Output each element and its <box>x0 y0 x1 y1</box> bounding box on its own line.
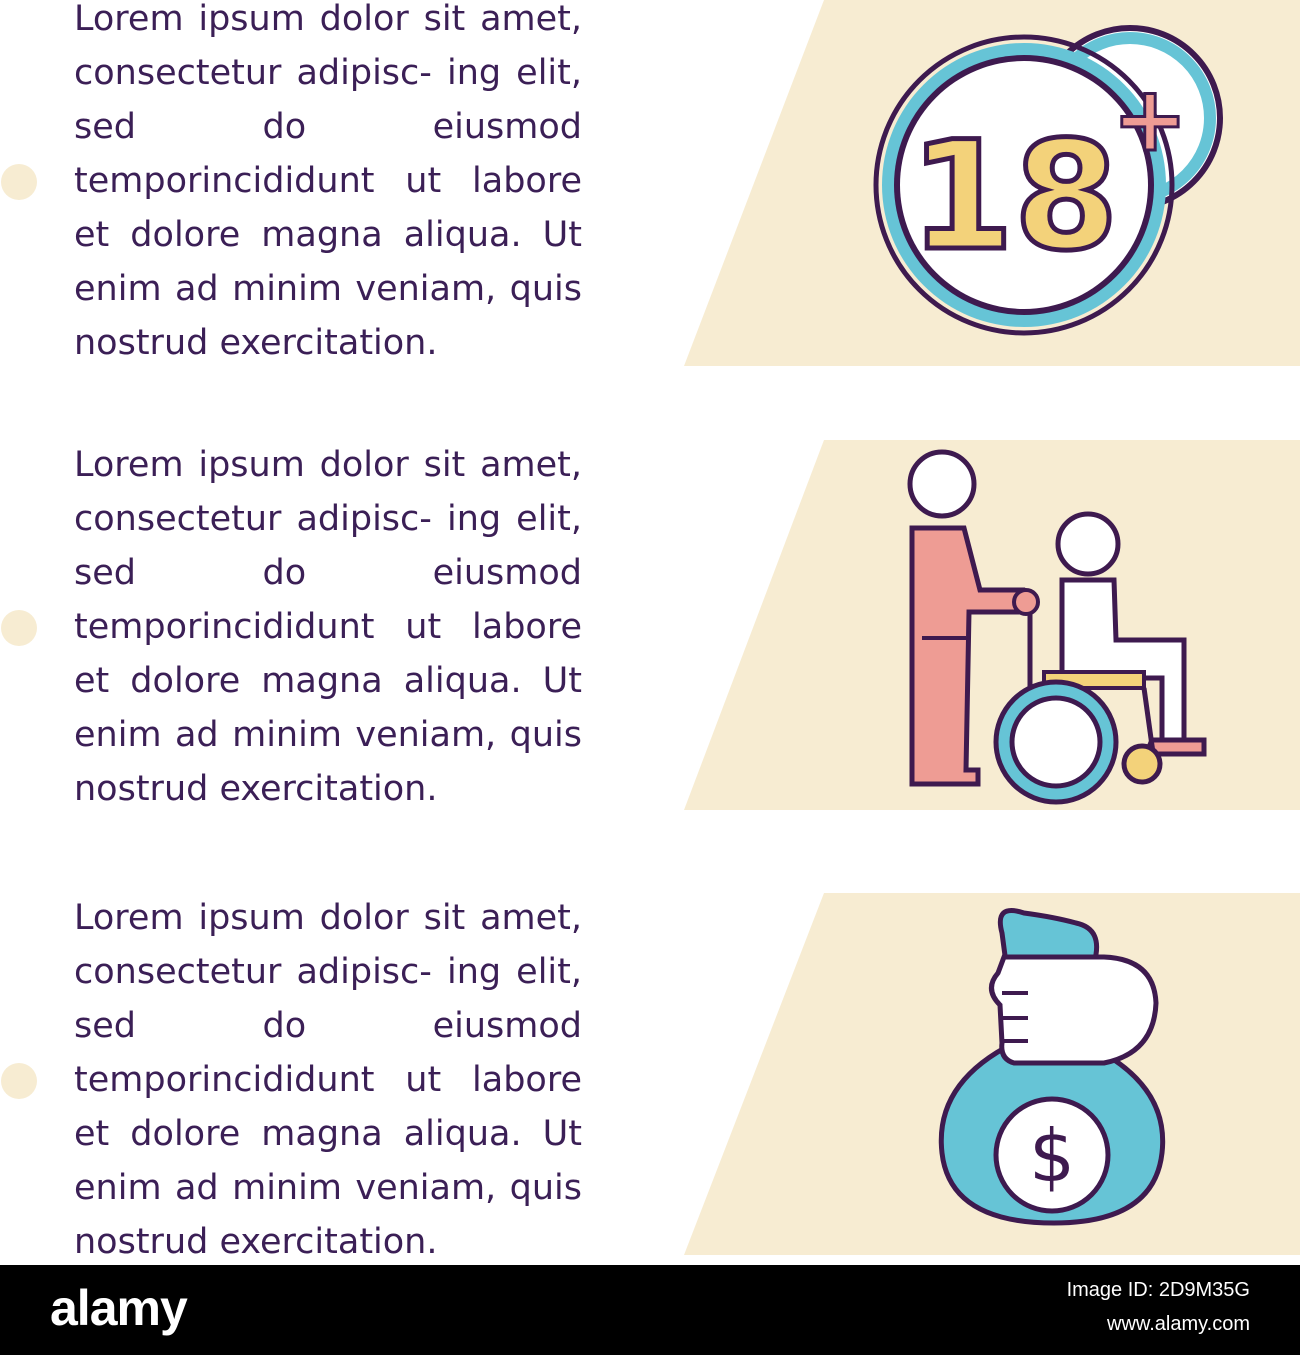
section-2 <box>0 440 1300 810</box>
brand-logo: alamy <box>50 1280 187 1336</box>
section-1 <box>0 0 1300 370</box>
section-text: Lorem ipsum dolor sit amet, consectetur adipisc- ing elit, sed do eiusmod temporincididunt ut labore et dolore magna aliqua. Ut enim ad minim veniam, quis nostrud exercitation. <box>74 445 582 809</box>
icon-panel <box>684 0 1300 370</box>
icon-panel <box>684 440 1300 810</box>
dollar-sign: $ <box>1029 1114 1075 1198</box>
wheelchair-caregiver-icon <box>684 440 1300 810</box>
section-text: Lorem ipsum dolor sit amet, consectetur adipisc- ing elit, sed do eiusmod temporincididunt ut labore et dolore magna aliqua. Ut enim ad minim veniam, quis nostrud exercitation. <box>74 0 582 363</box>
age-number: 18 <box>909 110 1119 284</box>
bullet-dot <box>1 164 37 200</box>
adults-18-plus-icon <box>684 0 1300 370</box>
site-url: www.alamy.com <box>1107 1313 1250 1335</box>
bullet-dot <box>1 610 37 646</box>
icon-panel <box>684 893 1300 1263</box>
bullet-dot <box>1 1063 37 1099</box>
watermark-bar <box>0 1265 1300 1355</box>
money-bag-hand-icon <box>684 893 1300 1263</box>
section-3 <box>0 893 1300 1263</box>
image-id-label: Image ID: 2D9M35G <box>1066 1279 1250 1301</box>
plus-sign: + <box>1112 67 1188 172</box>
section-text: Lorem ipsum dolor sit amet, consectetur adipisc- ing elit, sed do eiusmod temporincididunt ut labore et dolore magna aliqua. Ut enim ad minim veniam, quis nostrud exercitation. <box>74 898 582 1262</box>
